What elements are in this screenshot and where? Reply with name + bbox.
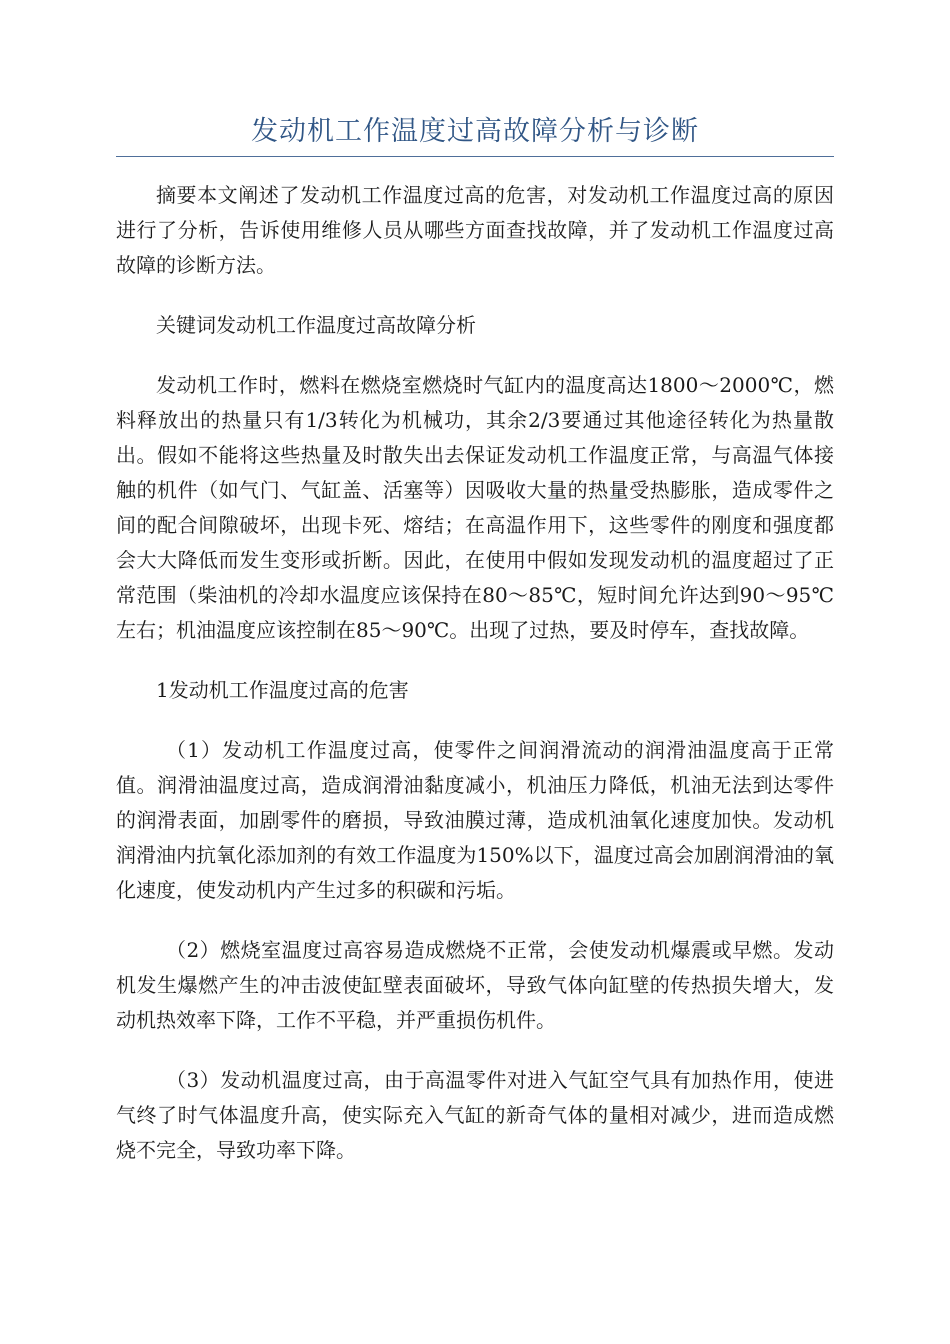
abstract-paragraph: 摘要本文阐述了发动机工作温度过高的危害，对发动机工作温度过高的原因进行了分析，告诉使用维修人员从哪些方面查找故障，并了发动机工作温度过高故障的诊断方法。 [116, 183, 834, 277]
document-body [116, 178, 834, 1193]
document-title: 发动机工作温度过高故障分析与诊断 [251, 116, 699, 147]
hazard-item-3: （3）发动机温度过高，由于高温零件对进入气缸空气具有加热作用，使进气终了时气体温度升高，使实际充入气缸的新奇气体的量相对减少，进而造成燃烧不完全，导致功率下降。 [116, 1068, 834, 1162]
intro-paragraph: 发动机工作时，燃料在燃烧室燃烧时气缸内的温度高达1800～2000℃，燃料释放出的热量只有1/3转化为机械功，其余2/3要通过其他途径转化为热量散出。假如不能将这些热量及时散失出去保证发动机工作温度正常，与高温气体接触的机件（如气门、气缸盖、活塞等）因吸收大量的热量受热膨胀，造成零件之间的配合间隙破坏，出现卡死、熔结；在高温作用下，这些零件的刚度和强度都会大大降低而发生变形或折断。因此，在使用中假如发现发动机的温度超过了正常范围（柴油机的冷却水温度应该保持在80～85℃，短时间允许达到90～95℃左右；机油温度应该控制在85～90℃。出现了过热，要及时停车，查找故障。 [116, 373, 834, 642]
hazard-item-2: （2）燃烧室温度过高容易造成燃烧不正常，会使发动机爆震或早燃。发动机发生爆燃产生的冲击波使缸壁表面破坏，导致气体向缸壁的传热损失增大，发动机热效率下降，工作不平稳，并严重损伤机件。 [116, 938, 834, 1032]
hazard-item-1: （1）发动机工作温度过高，使零件之间润滑流动的润滑油温度高于正常值。润滑油温度过高，造成润滑油黏度减小，机油压力降低，机油无法到达零件的润滑表面，加剧零件的磨损，导致油膜过薄，造成机油氧化速度加快。发动机润滑油内抗氧化添加剂的有效工作温度为150%以下，温度过高会加剧润滑油的氧化速度，使发动机内产生过多的积碳和污垢。 [116, 738, 834, 902]
keywords-paragraph: 关键词发动机工作温度过高故障分析 [156, 313, 476, 337]
title-block [116, 112, 834, 157]
section-heading: 1发动机工作温度过高的危害 [156, 678, 409, 702]
